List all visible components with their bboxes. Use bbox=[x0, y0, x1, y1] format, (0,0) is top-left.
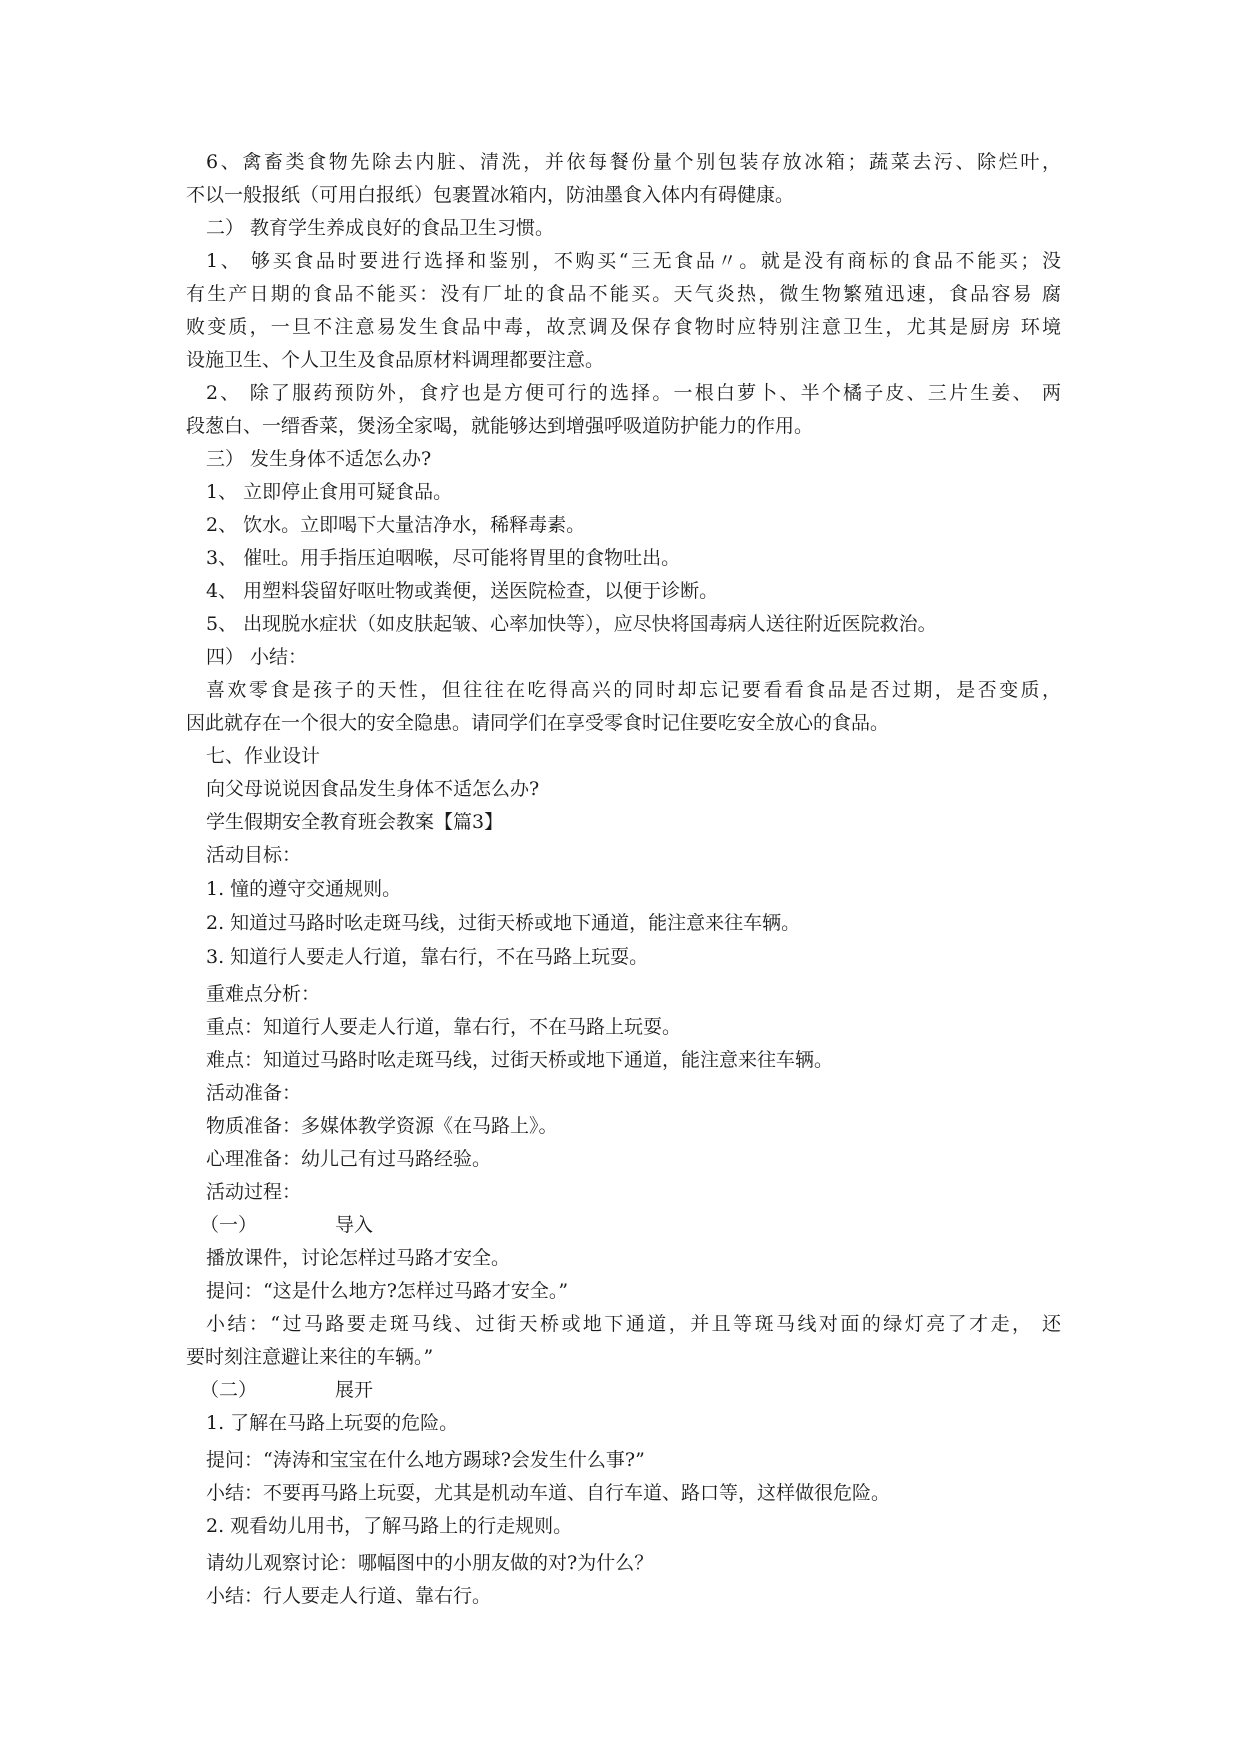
list-item: 1、 立即停止食用可疑食品。 bbox=[206, 481, 453, 503]
text-line: 因此就存在一个很大的安全隐患。请同学们在享受零食时记住要吃安全放心的食品。 bbox=[186, 712, 890, 734]
text-line: 心理准备：幼儿己有过马路经验。 bbox=[206, 1148, 492, 1170]
text-line: 向父母说说因食品发生身体不适怎么办? bbox=[206, 778, 540, 800]
step-title: 展开 bbox=[335, 1379, 374, 1401]
section-heading: 活动过程： bbox=[206, 1181, 302, 1203]
section-heading: 二） 教育学生养成良好的食品卫生习惯。 bbox=[206, 217, 555, 239]
text-line: 有生产日期的食品不能买：没有厂址的食品不能买。天气炎热，微生物繁殖迅速，食品容易 腐 bbox=[186, 283, 1061, 305]
list-item: 3. 知道行人要走人行道，靠右行，不在马路上玩耍。 bbox=[206, 946, 649, 968]
text-line: 1、 够买食品时要进行选择和鉴别，不购买“三无食品〃。就是没有商标的食品不能买；没 bbox=[206, 250, 1061, 272]
document-title: 学生假期安全教育班会教案【篇3】 bbox=[206, 811, 504, 833]
section-heading: 活动目标： bbox=[206, 844, 302, 866]
text-line: 请幼儿观察讨论：哪幅图中的小朋友做的对?为什么？ bbox=[206, 1552, 654, 1574]
text-line: 小结：“过马路要走斑马线、过街天桥或地下通道，并且等斑马线对面的绿灯亮了才走， 还 bbox=[206, 1313, 1061, 1335]
text-line: 小结：不要再马路上玩耍，尤其是机动车道、自行车道、路口等，这样做很危险。 bbox=[206, 1482, 891, 1504]
text-line: 设施卫生、个人卫生及食品原材料调理都要注意。 bbox=[186, 349, 605, 371]
text-line: 6、禽畜类食物先除去内脏、清洗，并依每餐份量个别包装存放冰箱；蔬菜去污、除烂叶， bbox=[206, 151, 1061, 173]
list-item: 2. 观看幼儿用书，了解马路上的行走规则。 bbox=[206, 1515, 573, 1537]
text-line: 提问：“这是什么地方?怎样过马路才安全。” bbox=[206, 1280, 569, 1302]
list-item: 2. 知道过马路时吆走斑马线，过街天桥或地下通道，能注意来往车辆。 bbox=[206, 912, 801, 934]
text-line: 重点：知道行人要走人行道，靠右行，不在马路上玩耍。 bbox=[206, 1016, 682, 1038]
text-line: 播放课件，讨论怎样过马路才安全。 bbox=[206, 1247, 511, 1269]
section-heading: 七、作业设计 bbox=[206, 745, 321, 767]
list-item: 2、 饮水。立即喝下大量洁净水，稀释毒素。 bbox=[206, 514, 586, 536]
text-line: 要时刻注意避让来往的车辆。” bbox=[186, 1346, 434, 1368]
section-heading: 四） 小结： bbox=[206, 646, 308, 668]
text-line: 败变质，一旦不注意易发生食品中毒，故烹调及保存食物时应特别注意卫生，尤其是厨房 环境 bbox=[186, 316, 1061, 338]
section-heading: 活动准备： bbox=[206, 1082, 302, 1104]
text-line: 难点：知道过马路时吆走斑马线，过街天桥或地下通道，能注意来往车辆。 bbox=[206, 1049, 834, 1071]
list-item: 3、 催吐。用手指压迫咽喉，尽可能将胃里的食物吐出。 bbox=[206, 547, 681, 569]
list-item: 1. 憧的遵守交通规则。 bbox=[206, 878, 402, 900]
step-title: 导入 bbox=[335, 1214, 374, 1236]
section-heading: 重难点分析： bbox=[206, 983, 321, 1005]
text-line: 物质准备：多媒体教学资源《在马路上》。 bbox=[206, 1115, 558, 1137]
step-number: （二） bbox=[200, 1379, 258, 1401]
list-item: 4、 用塑料袋留好呕吐物或粪便，送医院检查，以便于诊断。 bbox=[206, 580, 719, 602]
step-number: （一） bbox=[200, 1214, 258, 1236]
text-line: 小结：行人要走人行道、靠右行。 bbox=[206, 1585, 492, 1607]
list-item: 5、 出现脱水症状（如皮肤起皱、心率加快等），应尽快将国毒病人送往附近医院救治。 bbox=[206, 613, 937, 635]
text-line: 2、 除了服药预防外，食疗也是方便可行的选择。一根白萝卜、半个橘子皮、三片生姜、 两 bbox=[206, 382, 1061, 404]
text-line: 不以一般报纸（可用白报纸）包裹置冰箱内，防油墨食入体内有碍健康。 bbox=[186, 184, 795, 206]
list-item: 1. 了解在马路上玩耍的危险。 bbox=[206, 1412, 459, 1434]
text-line: 喜欢零食是孩子的天性，但往往在吃得高兴的同时却忘记要看看食品是否过期，是否变质， bbox=[206, 679, 1061, 701]
text-line: 提问：“涛涛和宝宝在什么地方踢球?会发生什么事?” bbox=[206, 1449, 645, 1471]
text-line: 段葱白、一缙香菜，煲汤全家喝，就能够达到增强呼吸道防护能力的作用。 bbox=[186, 415, 814, 437]
section-heading: 三） 发生身体不适怎么办? bbox=[206, 448, 432, 470]
